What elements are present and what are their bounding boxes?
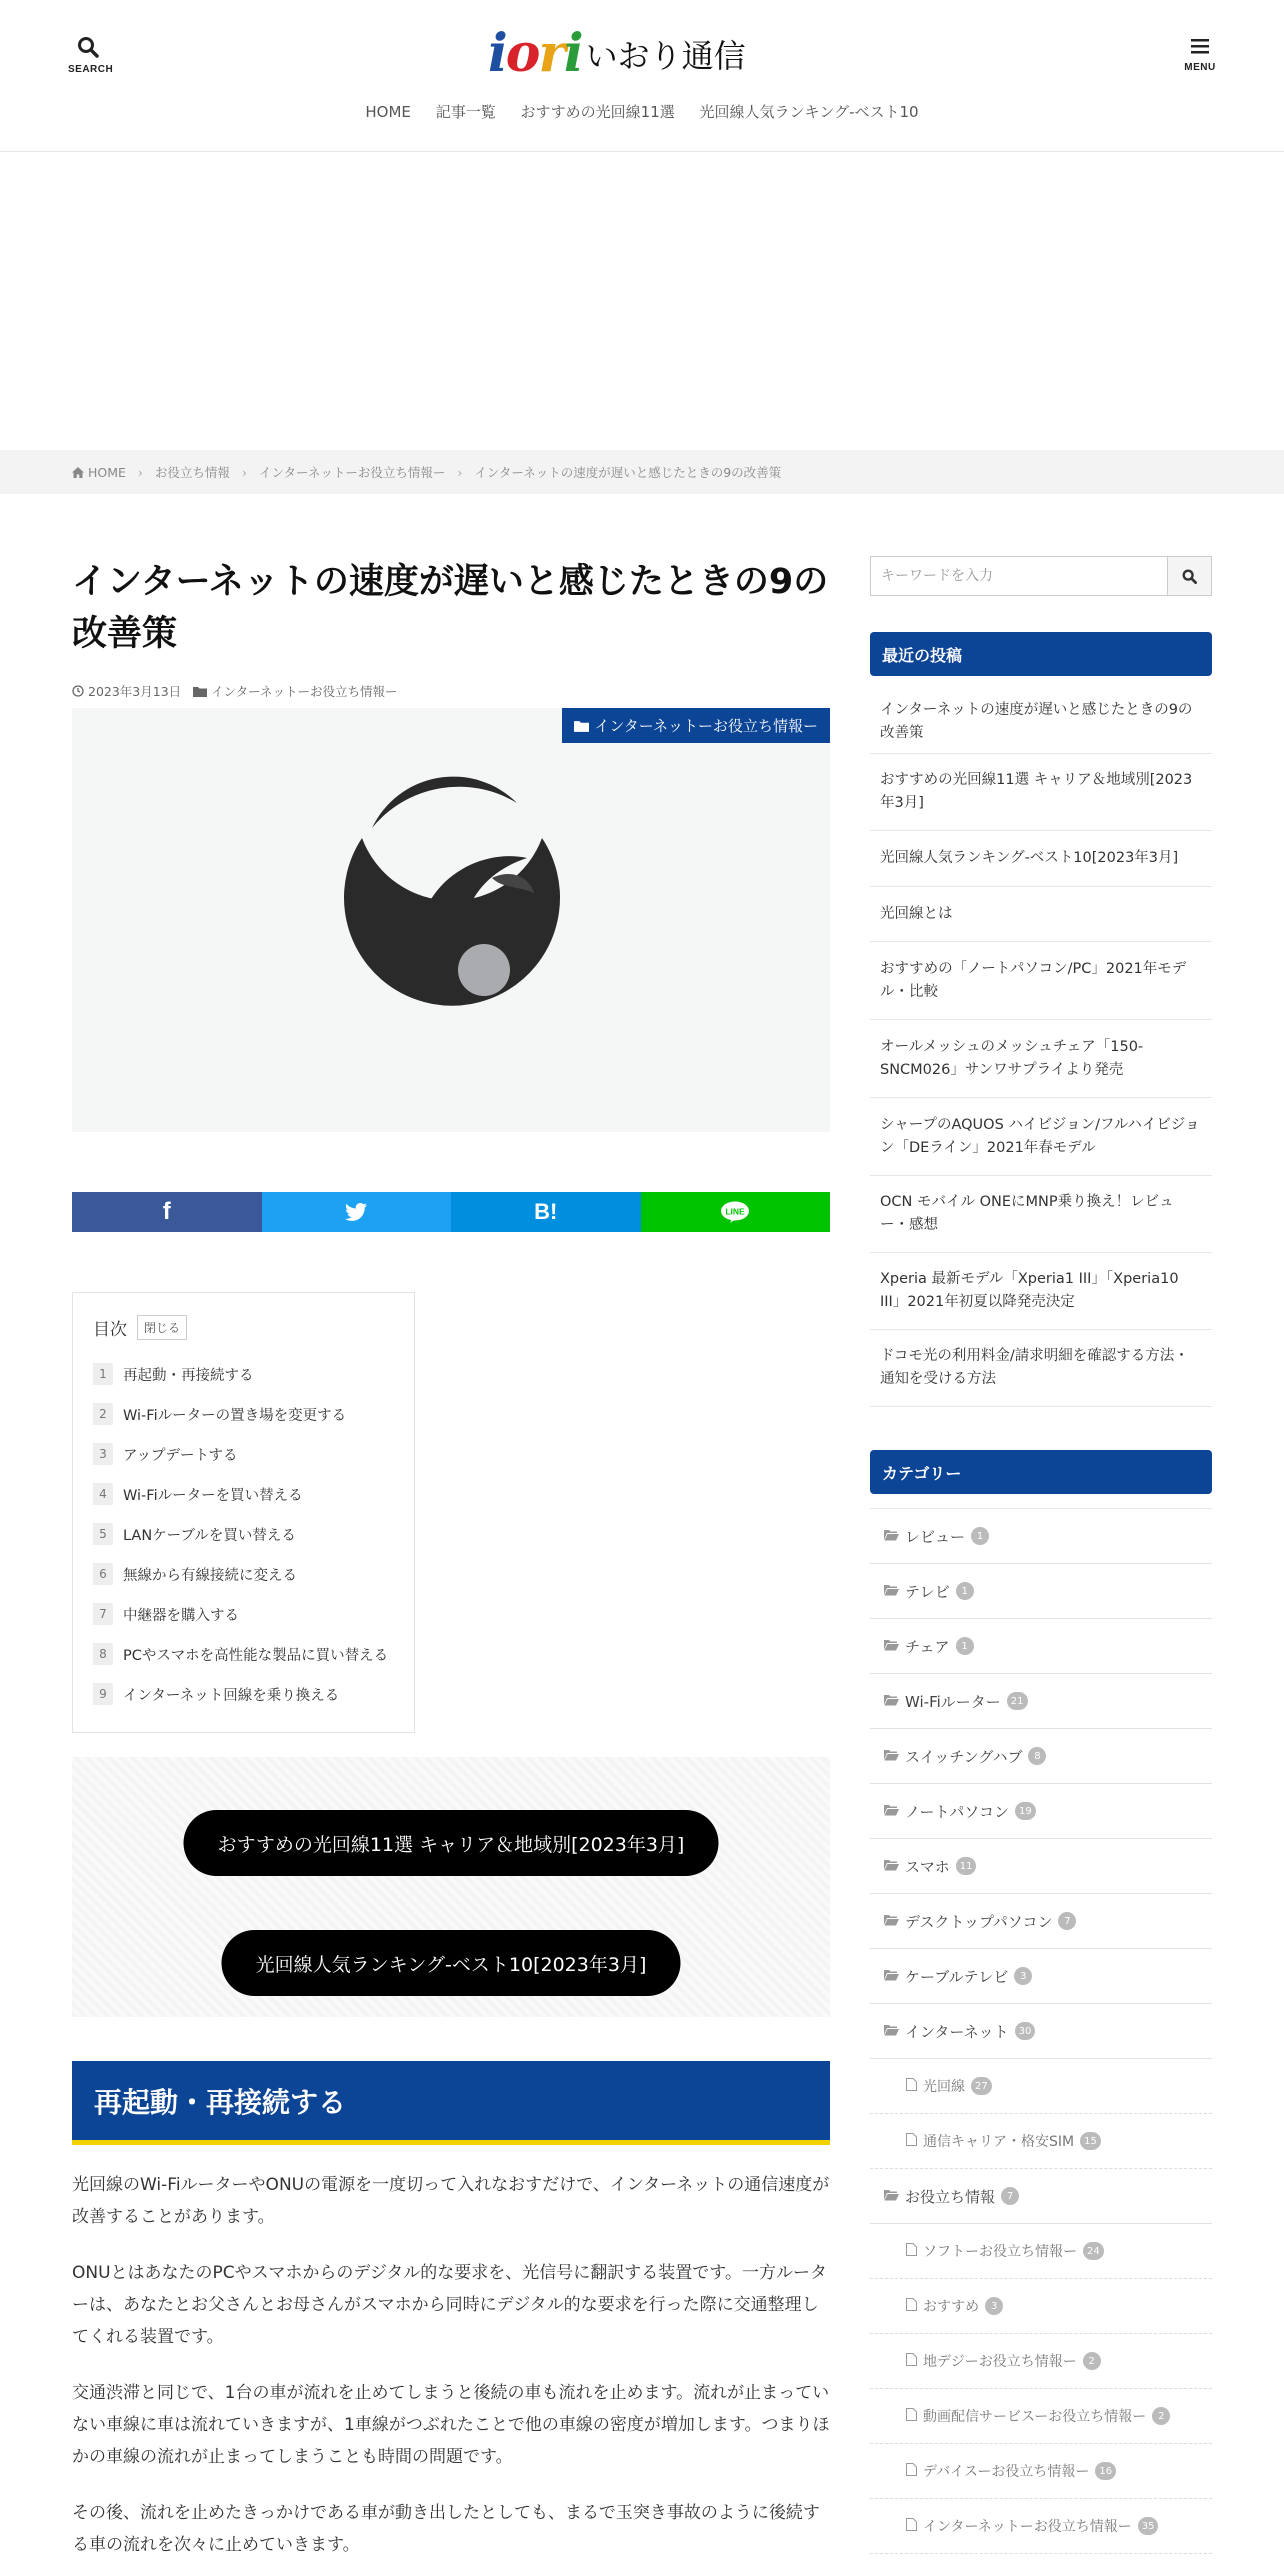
category-name: ケーブルテレビ <box>905 1967 1009 1986</box>
toc-item[interactable]: 2 Wi-Fiルーターの置き場を変更する <box>93 1394 394 1434</box>
category-count-badge: 21 <box>1007 1692 1028 1710</box>
chevron-right-icon: › <box>457 464 463 480</box>
recent-post-link[interactable]: おすすめの光回線11選 キャリア＆地域別[2023年3月] <box>870 754 1212 831</box>
category-item[interactable] <box>870 1674 1212 1729</box>
category-count-badge: 1 <box>956 1582 974 1600</box>
category-count-badge: 3 <box>985 2297 1003 2315</box>
search-input[interactable] <box>871 557 1167 595</box>
recent-post-link[interactable]: インターネットの速度が遅いと感じたときの9の改善策 <box>870 690 1212 754</box>
category-name: チェア <box>905 1637 950 1656</box>
recent-post-link[interactable]: ドコモ光の利用料金/請求明細を確認する方法・通知を受ける方法 <box>870 1330 1212 1407</box>
category-item[interactable] <box>870 1949 1212 2004</box>
category-count-badge: 15 <box>1080 2132 1101 2150</box>
category-item[interactable] <box>870 2389 1212 2444</box>
logo-text: いおり通信 <box>585 37 746 75</box>
category-count-badge: 30 <box>1015 2022 1036 2040</box>
category-item[interactable] <box>870 1784 1212 1839</box>
toc-toggle-button[interactable]: 閉じる <box>137 1315 187 1340</box>
folder-open-icon <box>884 1637 899 1655</box>
promo-box <box>72 1757 830 2017</box>
category-item[interactable] <box>870 2279 1212 2334</box>
category-name: 動画配信サービスーお役立ち情報ー <box>923 2409 1147 2425</box>
folder-icon <box>574 720 589 732</box>
category-item[interactable] <box>870 1509 1212 1564</box>
svg-text:LINE: LINE <box>725 1206 745 1217</box>
toc-item[interactable]: 5 LANケーブルを買い替える <box>93 1514 394 1554</box>
nav-recommended-fiber[interactable]: おすすめの光回線11選 <box>520 103 675 121</box>
recent-posts-title: 最近の投稿 <box>870 632 1212 676</box>
eyecatch-image <box>72 708 830 1132</box>
document-icon <box>906 2133 917 2150</box>
recent-post-link[interactable]: シャープのAQUOS ハイビジョン/フルハイビジョン「DEライン」2021年春モデル <box>870 1098 1212 1176</box>
category-item[interactable] <box>870 1839 1212 1894</box>
document-icon <box>906 2298 917 2315</box>
folder-open-icon <box>884 2022 899 2040</box>
body-paragraph: ONUとはあなたのPCやスマホからのデジタル的な要求を、光信号に翻訳する装置です。一方ルーターは、あなたとお父さんとお母さんがスマホから同時にデジタル的な要求を行った際に交通整理してくれる装置です。 <box>72 2263 827 2347</box>
category-item[interactable] <box>870 2114 1212 2169</box>
recent-post-link[interactable]: OCN モバイル ONEにMNP乗り換え！レビュー・感想 <box>870 1176 1212 1253</box>
post-title: インターネットの速度が遅いと感じたときの9の改善策 <box>72 562 829 654</box>
category-name: インターネットーお役立ち情報ー <box>923 2519 1132 2535</box>
category-count-badge: 35 <box>1138 2517 1159 2535</box>
breadcrumb-useful-info[interactable]: お役立ち情報 <box>154 465 230 480</box>
document-icon <box>906 2353 917 2370</box>
category-item[interactable] <box>870 2224 1212 2279</box>
post-date: 2023年3月13日 <box>88 684 182 699</box>
share-buttons <box>72 1192 830 1232</box>
category-name: おすすめ <box>923 2299 980 2315</box>
toc-item[interactable]: 1 再起動・再接続する <box>93 1354 394 1394</box>
facebook-share-button[interactable] <box>72 1192 262 1232</box>
category-name: テレビ <box>905 1582 950 1601</box>
search-toggle[interactable] <box>68 36 114 75</box>
toc-item[interactable]: 9 インターネット回線を乗り換える <box>93 1674 394 1714</box>
eyecatch-category-badge[interactable]: インターネットーお役立ち情報ー <box>562 708 830 743</box>
category-count-badge: 11 <box>956 1857 977 1875</box>
category-name: レビュー <box>905 1527 966 1546</box>
toc-list <box>93 1354 394 1714</box>
toc-item[interactable]: 7 中継器を購入する <box>93 1594 394 1634</box>
category-name: デスクトップパソコン <box>905 1912 1053 1931</box>
category-name: お役立ち情報 <box>905 2187 996 2206</box>
category-count-badge: 7 <box>1058 1912 1076 1930</box>
search-icon <box>1182 569 1197 584</box>
breadcrumb-home[interactable]: HOME <box>88 464 126 480</box>
facebook-icon: f <box>162 1198 171 1225</box>
toc-title: 目次 <box>93 1320 127 1340</box>
folder-open-icon <box>884 1912 899 1930</box>
category-count-badge: 24 <box>1083 2242 1104 2260</box>
site-logo[interactable] <box>488 24 746 84</box>
category-item[interactable] <box>870 1894 1212 1949</box>
category-name: スイッチングハブ <box>905 1747 1023 1766</box>
twitter-share-button[interactable] <box>262 1192 452 1232</box>
breadcrumb-current: インターネットの速度が遅いと感じたときの9の改善策 <box>474 465 782 480</box>
category-name: Wi-Fiルーター <box>905 1692 1001 1711</box>
body-paragraph: 交通渋滞と同じで、1台の車が流れを止めてしまうと後続の車も流れを止めます。流れが止まっていない車線に車は流れていきますが、1車線がつぶれたことで他の車線の密度が増加します。つまりほかの車線の流れが止まってしまうことも時間の問題です。 <box>72 2383 830 2467</box>
post-category[interactable]: インターネットーお役立ち情報ー <box>211 684 398 699</box>
category-list <box>870 1508 1212 2554</box>
category-item[interactable] <box>870 1619 1212 1674</box>
recent-post-link[interactable]: オールメッシュのメッシュチェア「150-SNCM026」サンワサプライより発売 <box>870 1020 1212 1098</box>
recent-post-link[interactable]: 光回線人気ランキング-ベスト10[2023年3月] <box>870 831 1212 887</box>
post-meta <box>72 682 830 700</box>
menu-label: MENU <box>1184 62 1216 73</box>
folder-open-icon <box>884 1967 899 1985</box>
hatena-bookmark-icon: B! <box>534 1199 558 1224</box>
category-name: デバイスーお役立ち情報ー <box>923 2464 1090 2480</box>
category-name: 光回線 <box>923 2079 965 2095</box>
recent-posts-list <box>870 690 1212 1407</box>
folder-open-icon <box>884 1582 899 1600</box>
folder-icon <box>193 686 207 697</box>
category-name: ソフトーお役立ち情報ー <box>923 2244 1077 2260</box>
category-item[interactable] <box>870 2004 1212 2059</box>
category-item[interactable] <box>870 1564 1212 1619</box>
folder-open-icon <box>884 1692 899 1710</box>
category-count-badge: 3 <box>1014 1967 1032 1985</box>
category-name: 地デジーお役立ち情報ー <box>923 2354 1077 2370</box>
nav-articles[interactable]: 記事一覧 <box>435 103 496 121</box>
body-paragraph: その後、流れを止めたきっかけである車が動き出したとしても、まるで玉突き事故のように後続する車の流れを次々に止めていきます。 <box>72 2503 820 2555</box>
toc-item[interactable]: 4 Wi-Fiルーターを買い替える <box>93 1474 394 1514</box>
document-icon <box>906 2408 917 2425</box>
toc-item[interactable]: 3 アップデートする <box>93 1434 394 1474</box>
site-header <box>0 0 1284 152</box>
sidebar <box>870 556 1212 2554</box>
folder-open-icon <box>884 2187 899 2205</box>
folder-open-icon <box>884 1747 899 1765</box>
category-name: スマホ <box>905 1857 950 1876</box>
hamburger-icon <box>1189 36 1211 56</box>
category-item[interactable] <box>870 2059 1212 2114</box>
category-count-badge: 8 <box>1028 1747 1046 1765</box>
folder-open-icon <box>884 1527 899 1545</box>
category-item[interactable] <box>870 2444 1212 2499</box>
global-nav <box>0 101 1284 122</box>
site-logo-emblem <box>72 708 830 1132</box>
search-submit-button[interactable] <box>1167 557 1211 595</box>
folder-open-icon <box>884 1857 899 1875</box>
folder-open-icon <box>884 1802 899 1820</box>
recent-post-link[interactable]: 光回線とは <box>870 887 1212 942</box>
section-heading: 再起動・再接続する <box>72 2061 830 2145</box>
category-name: 通信キャリア・格安SIM <box>923 2134 1075 2150</box>
breadcrumb <box>0 450 1284 494</box>
chevron-right-icon: › <box>241 464 247 480</box>
category-name: ノートパソコン <box>905 1802 1009 1821</box>
category-item[interactable] <box>870 2499 1212 2554</box>
table-of-contents <box>72 1292 415 1733</box>
toc-item[interactable]: 6 無線から有線接続に変える <box>93 1554 394 1594</box>
chevron-right-icon: › <box>137 464 143 480</box>
document-icon <box>906 2518 917 2535</box>
document-icon <box>906 2243 917 2260</box>
line-icon <box>720 1201 750 1223</box>
category-count-badge: 1 <box>956 1637 974 1655</box>
menu-toggle[interactable] <box>1180 36 1220 73</box>
body-paragraph: 光回線のWi-FiルーターやONUの電源を一度切って入れなおすだけで、インターネットの通信速度が改善することがあります。 <box>72 2175 830 2227</box>
hatena-share-button[interactable] <box>451 1192 641 1232</box>
logo-mark: iori <box>488 23 582 84</box>
breadcrumb-internet-info[interactable]: インターネットーお役立ち情報ー <box>258 465 446 480</box>
nav-fiber-ranking[interactable]: 光回線人気ランキング-ベスト10 <box>699 103 919 121</box>
main-content <box>72 556 830 2561</box>
category-item[interactable] <box>870 2334 1212 2389</box>
sidebar-search <box>870 556 1212 596</box>
clock-icon <box>72 685 84 697</box>
category-count-badge: 19 <box>1015 1802 1036 1820</box>
document-icon <box>906 2078 917 2095</box>
category-item[interactable] <box>870 2169 1212 2224</box>
recommended-fiber-button[interactable]: おすすめの光回線11選 キャリア＆地域別[2023年3月] <box>184 1810 719 1876</box>
categories-title: カテゴリー <box>870 1450 1212 1494</box>
category-count-badge: 2 <box>1152 2407 1170 2425</box>
nav-home[interactable]: HOME <box>365 103 411 121</box>
search-icon <box>77 36 99 58</box>
line-share-button[interactable] <box>641 1192 831 1232</box>
category-count-badge: 27 <box>971 2077 992 2095</box>
fiber-ranking-button[interactable]: 光回線人気ランキング-ベスト10[2023年3月] <box>222 1930 681 1996</box>
search-label: SEARCH <box>68 64 114 75</box>
category-count-badge: 2 <box>1083 2352 1101 2370</box>
toc-item[interactable]: 8 PCやスマホを高性能な製品に買い替える <box>93 1634 394 1674</box>
recent-post-link[interactable]: Xperia 最新モデル「Xperia1 III」「Xperia10 III」2021年初夏以降発売決定 <box>870 1253 1212 1330</box>
document-icon <box>906 2463 917 2480</box>
category-count-badge: 16 <box>1095 2462 1116 2480</box>
category-count-badge: 7 <box>1001 2187 1019 2205</box>
recent-post-link[interactable]: おすすめの「ノートパソコン/PC」2021年モデル・比較 <box>870 942 1212 1020</box>
twitter-icon <box>345 1203 367 1221</box>
category-count-badge: 1 <box>971 1527 989 1545</box>
category-item[interactable] <box>870 1729 1212 1784</box>
category-name: インターネット <box>905 2022 1009 2041</box>
home-icon <box>72 467 84 478</box>
